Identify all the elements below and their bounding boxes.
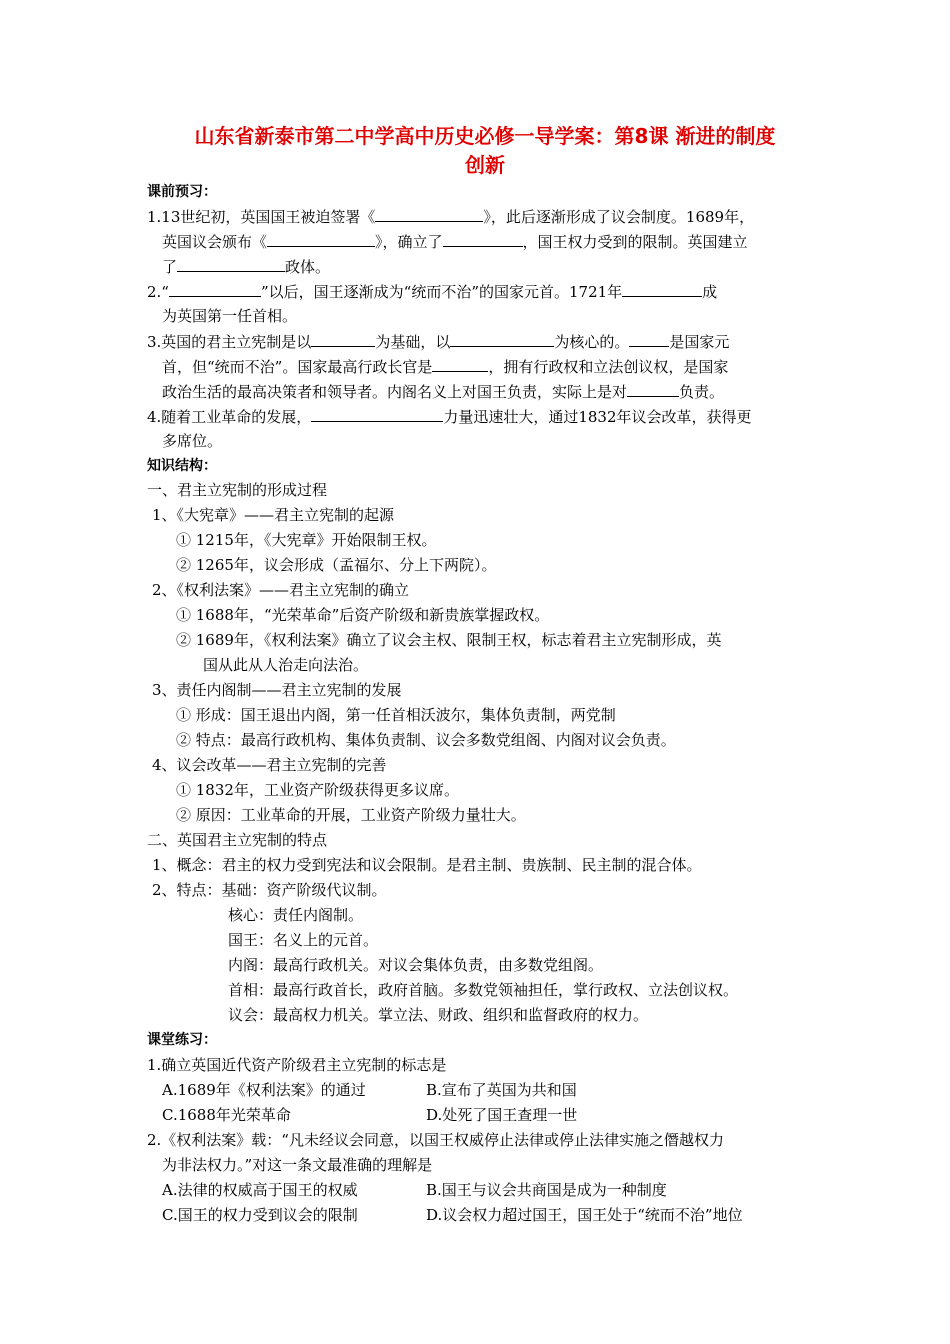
practice-q1-option-d: D.处死了国王查理一世 bbox=[426, 1106, 578, 1124]
structure-line: ② 原因：工业革命的开展，工业资产阶级力量壮大。 bbox=[176, 806, 526, 824]
practice-q2-option-b: B.国王与议会共商国是成为一种制度 bbox=[426, 1181, 667, 1199]
preview-q4-line1: 4.随着工业革命的发展， 力量迅速壮大，通过1832年议会改革，获得更 bbox=[147, 408, 752, 426]
blank[interactable] bbox=[311, 406, 443, 422]
blank[interactable] bbox=[622, 281, 702, 297]
title-line-2: 创新 bbox=[465, 153, 505, 177]
blank[interactable] bbox=[267, 231, 375, 247]
structure-line: ② 1265年，议会形成（孟福尔、分上下两院）。 bbox=[176, 556, 497, 574]
practice-q1-option-a: A.1689年《权利法案》的通过 bbox=[162, 1081, 366, 1099]
structure-line: 2、《权利法案》——君主立宪制的确立 bbox=[152, 581, 410, 599]
structure-line: 二、英国君主立宪制的特点 bbox=[147, 831, 328, 849]
structure-line: 4、议会改革——君主立宪制的完善 bbox=[152, 756, 387, 774]
structure-line: ② 1689年，《权利法案》确立了议会主权、限制王权，标志着君主立宪制形成，英 bbox=[176, 631, 722, 649]
structure-line: ② 特点：最高行政机构、集体负责制、议会多数党组阁、内阁对议会负责。 bbox=[176, 731, 676, 749]
blank[interactable] bbox=[432, 356, 488, 372]
preview-q1-line2: 英国议会颁布《 》，确立了 ，国王权力受到的限制。英国建立 bbox=[162, 233, 748, 251]
structure-line: ① 1215年，《大宪章》开始限制王权。 bbox=[176, 531, 437, 549]
blank[interactable] bbox=[169, 281, 261, 297]
structure-line: ① 1688年，“光荣革命”后资产阶级和新贵族掌握政权。 bbox=[176, 606, 550, 624]
practice-q2-option-a: A.法律的权威高于国王的权威 bbox=[162, 1181, 358, 1199]
structure-line: 首相：最高行政首长，政府首脑。多数党领袖担任，掌行政权、立法创议权。 bbox=[228, 981, 739, 999]
blank[interactable] bbox=[450, 331, 554, 347]
title-line-1: 山东省新泰市第二中学高中历史必修一导学案：第8课 渐进的制度 bbox=[194, 124, 776, 148]
practice-heading: 课堂练习： bbox=[147, 1032, 217, 1048]
practice-q2-stem-cont: 为非法权力。”对这一条文最准确的理解是 bbox=[162, 1156, 433, 1174]
structure-line: 议会：最高权力机关。掌立法、财政、组织和监督政府的权力。 bbox=[228, 1006, 649, 1024]
blank[interactable] bbox=[443, 231, 523, 247]
preview-q2-line2: 为英国第一任首相。 bbox=[162, 307, 298, 325]
preview-q1-line3: 了 政体。 bbox=[162, 258, 331, 276]
practice-q1-option-b: B.宣布了英国为共和国 bbox=[426, 1081, 577, 1099]
blank[interactable] bbox=[629, 331, 669, 347]
blank[interactable] bbox=[311, 331, 375, 347]
structure-line: ① 形成：国王退出内阁，第一任首相沃波尔，集体负责制，两党制 bbox=[176, 706, 616, 724]
blank[interactable] bbox=[627, 381, 679, 397]
blank[interactable] bbox=[177, 256, 285, 272]
preview-q2-line1: 2.“ ”以后，国王逐渐成为“统而不治”的国家元首。1721年 成 bbox=[147, 283, 718, 301]
preview-q4-line2: 多席位。 bbox=[162, 432, 223, 450]
preview-q3-line3: 政治生活的最高决策者和领导者。内阁名义上对国王负责，实际上是对 负责。 bbox=[162, 383, 725, 401]
practice-q1-option-c: C.1688年光荣革命 bbox=[162, 1106, 291, 1124]
preview-q3-line2: 首，但“统而不治”。国家最高行政长官是 ，拥有行政权和立法创议权，是国家 bbox=[162, 358, 729, 376]
blank[interactable] bbox=[375, 206, 483, 222]
structure-heading: 知识结构： bbox=[147, 458, 217, 474]
structure-line: 国从此从人治走向法治。 bbox=[203, 656, 369, 674]
practice-q2-stem: 2.《权利法案》载：“凡未经议会同意，以国王权威停止法律或停止法律实施之僭越权力 bbox=[147, 1131, 724, 1149]
preview-q1-line1: 1.13世纪初，英国国王被迫签署《 》，此后逐渐形成了议会制度。1689年， bbox=[147, 208, 755, 226]
structure-line: 一、君主立宪制的形成过程 bbox=[147, 481, 328, 499]
practice-q2-option-c: C.国王的权力受到议会的限制 bbox=[162, 1206, 358, 1224]
structure-line: ① 1832年，工业资产阶级获得更多议席。 bbox=[176, 781, 459, 799]
structure-line: 1、概念：君主的权力受到宪法和议会限制。是君主制、贵族制、民主制的混合体。 bbox=[152, 856, 702, 874]
structure-line: 内阁：最高行政机关。对议会集体负责，由多数党组阁。 bbox=[228, 956, 604, 974]
page-title bbox=[120, 122, 850, 180]
structure-line: 核心：责任内阁制。 bbox=[228, 906, 364, 924]
practice-q2-option-d: D.议会权力超过国王，国王处于“统而不治”地位 bbox=[426, 1206, 743, 1224]
preview-heading: 课前预习： bbox=[147, 184, 217, 200]
practice-q1-stem: 1.确立英国近代资产阶级君主立宪制的标志是 bbox=[147, 1056, 447, 1074]
structure-line: 2、特点：基础：资产阶级代议制。 bbox=[152, 881, 387, 899]
structure-line: 3、责任内阁制——君主立宪制的发展 bbox=[152, 681, 402, 699]
structure-line: 1、《大宪章》——君主立宪制的起源 bbox=[152, 506, 395, 524]
structure-line: 国王：名义上的元首。 bbox=[228, 931, 379, 949]
preview-q3-line1: 3.英国的君主立宪制是以 为基础，以 为核心的。 是国家元 bbox=[147, 333, 730, 351]
